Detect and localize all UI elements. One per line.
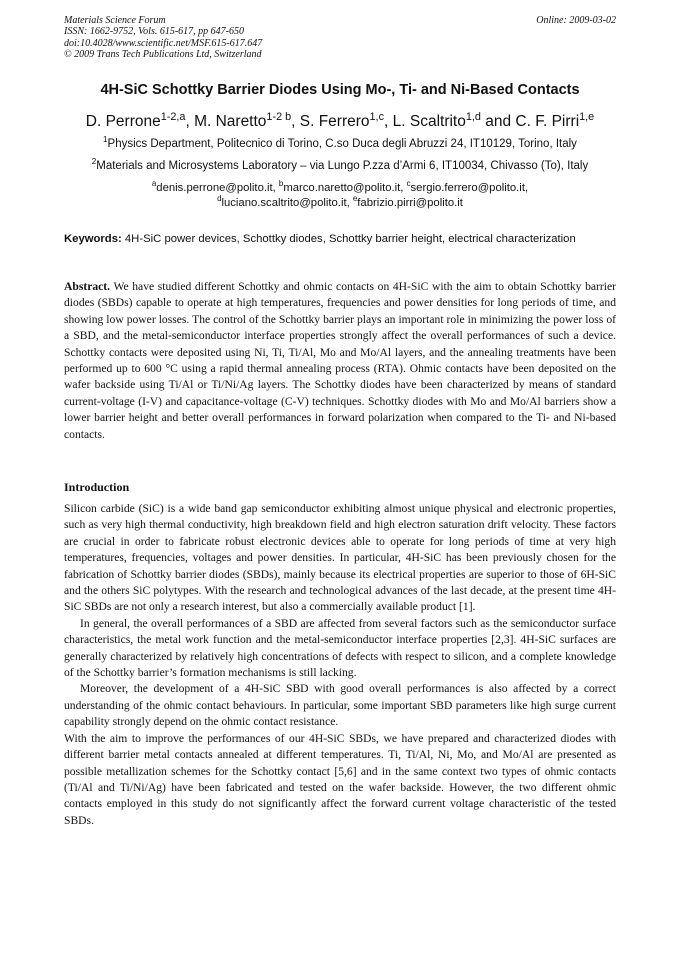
author-name: D. Perrone (85, 113, 161, 130)
keywords (64, 232, 616, 246)
affiliation-mark: 1 (103, 135, 108, 145)
author-separator: , (185, 113, 195, 130)
author-name: M. Naretto (194, 113, 267, 130)
paragraph: Moreover, the development of a 4H-SiC SBD with good overall performances is also affected by a correct understanding of the ohmic contact behaviours. In particular, some important SBD parameters like high surge current capability strongly depend on the ohmic contact resistance. (64, 682, 616, 729)
author-separator: , (384, 113, 393, 130)
section-heading-introduction: Introduction (64, 480, 130, 494)
paper-title: 4H-SiC Schottky Barrier Diodes Using Mo-, Ti- and Ni-Based Contacts (100, 82, 580, 98)
author-affil-mark: 1,c (369, 110, 384, 123)
affiliation-mark: 2 (91, 157, 97, 167)
email-address: denis.perrone@polito.it, (156, 182, 279, 194)
abstract (64, 279, 616, 443)
journal-copyright: © 2009 Trans Tech Publications Ltd, Switzerland (64, 48, 262, 60)
author-affil-mark: 1,e (579, 110, 595, 123)
affiliation-text: Materials and Microsystems Laboratory – via Lungo P.zza d’Armi 6, IT10034, Chivasso (To), Italy (96, 160, 589, 172)
author-separator: , (291, 113, 300, 130)
email-address: marco.naretto@polito.it, (283, 182, 407, 194)
online-date: Online: 2009-03-02 (536, 15, 616, 26)
paragraph: In general, the overall performances of a SBD are affected from several factors such as the semiconductor surface characteristics, the metal work function and the metal-semiconductor interface properties [2,3]. 4H-SiC surfaces are generally characterized by relatively high concentrations of defects with respect to silicon, and a complete knowledge of the Schottky barrier’s formation mechanisms is still lacking. (64, 616, 616, 680)
author-separator: and (480, 113, 516, 130)
journal-header (64, 15, 616, 60)
affiliation-1 (50, 135, 630, 150)
paragraph: Silicon carbide (SiC) is a wide band gap semiconductor exhibiting almost unique physical and electronic properties, such as very high thermal conductivity, high breakdown field and high electron saturation drift velocity. These factors are crucial in order to fabricate robust electronic devices able to operate for long periods of time at very high temperatures, frequencies, voltages and power densities. In particular, 4H-SiC has been previously chosen for the fabrication of Schottky barrier diodes (SBDs), mainly because its electrical properties are superior to those of 6H-SiC and the others SiC polytypes. With the research and technological advances of the last decade, at the present time 4H-SiC SBDs are not only a research interest, but also a commercially available product [1]. (64, 502, 616, 614)
affiliation-2 (50, 157, 630, 172)
author-affil-mark: 1,d (465, 110, 481, 123)
email-mark: a (151, 179, 157, 189)
keywords-text: 4H-SiC power devices, Schottky diodes, Schottky barrier height, electrical characterization (121, 233, 576, 245)
introduction-body (64, 501, 616, 829)
email-mark: b (278, 179, 284, 189)
affiliation-text: Physics Department, Politecnico di Torino, C.so Duca degli Abruzzi 24, IT10129, Torino, Italy (107, 138, 577, 150)
author-affil-mark: 1-2,a (160, 110, 186, 123)
author-list (50, 110, 630, 131)
author-name: L. Scaltrito (392, 113, 466, 130)
email-mark: e (352, 194, 358, 204)
paragraph: With the aim to improve the performances of our 4H-SiC SBDs, we have prepared and characterized diodes with different barrier metal contacts annealed at different temperatures. Ti, Ti/Al, Ni, Mo, and Mo/Al are presented as possible metallization schemes for the Schottky contact [5,6] and in the same context two types of ohmic contacts (Ti/Al and Ti/Ni/Ag) have been fabricated and tested on the wafer backside. However, the two different ohmic contacts employed in this study do not significantly affect the forward current voltage characteristic of the tested SBDs. (64, 731, 616, 827)
email-mark: d (217, 194, 222, 204)
journal-doi: doi:10.4028/www.scientific.net/MSF.615-617.647 (64, 37, 263, 49)
email-line-1 (64, 179, 616, 194)
email-address: luciano.scaltrito@polito.it, (221, 197, 353, 209)
keywords-label: Keywords: (64, 233, 122, 245)
email-line-2 (64, 194, 616, 209)
email-address: fabrizio.pirri@polito.it (357, 197, 463, 209)
author-name: C. F. Pirri (515, 113, 580, 130)
abstract-label: Abstract. (64, 280, 111, 293)
abstract-text: We have studied different Schottky and ohmic contacts on 4H-SiC with the aim to obtain Schottky barrier diodes (SBDs) capable to operate at high temperatures, frequencies and power densities for long periods of time, and showing low power losses. The control of the Schottky barrier plays an important role in minimizing the power loss of a SBD, and the metal-semiconductor interface properties strongly affect the overall performances of such a device. Schottky contacts were deposited using Ni, Ti, Ti/Al, Mo and Mo/Al layers, and the annealing treatments have been performed up to 600 °C using a rapid thermal annealing process (RTA). Ohmic contacts have been deposited on the wafer backside using Ti/Al or Ti/Ni/Ag layers. The Schottky diodes have been characterized by means of standard current-voltage (I-V) and capacitance-voltage (C-V) techniques. Schottky diodes with Mo and Mo/Al barriers show a lower barrier height and better overall performances in forward polarization when compared to the Ti- and Ni-based contacts. (64, 280, 616, 441)
author-name: S. Ferrero (299, 113, 370, 130)
email-address: sergio.ferrero@polito.it, (410, 182, 529, 194)
email-mark: c (406, 179, 411, 189)
journal-issn: ISSN: 1662-9752, Vols. 615-617, pp 647-650 (64, 26, 244, 38)
author-affil-mark: 1-2 b (266, 110, 292, 123)
journal-name: Materials Science Forum (64, 15, 166, 26)
